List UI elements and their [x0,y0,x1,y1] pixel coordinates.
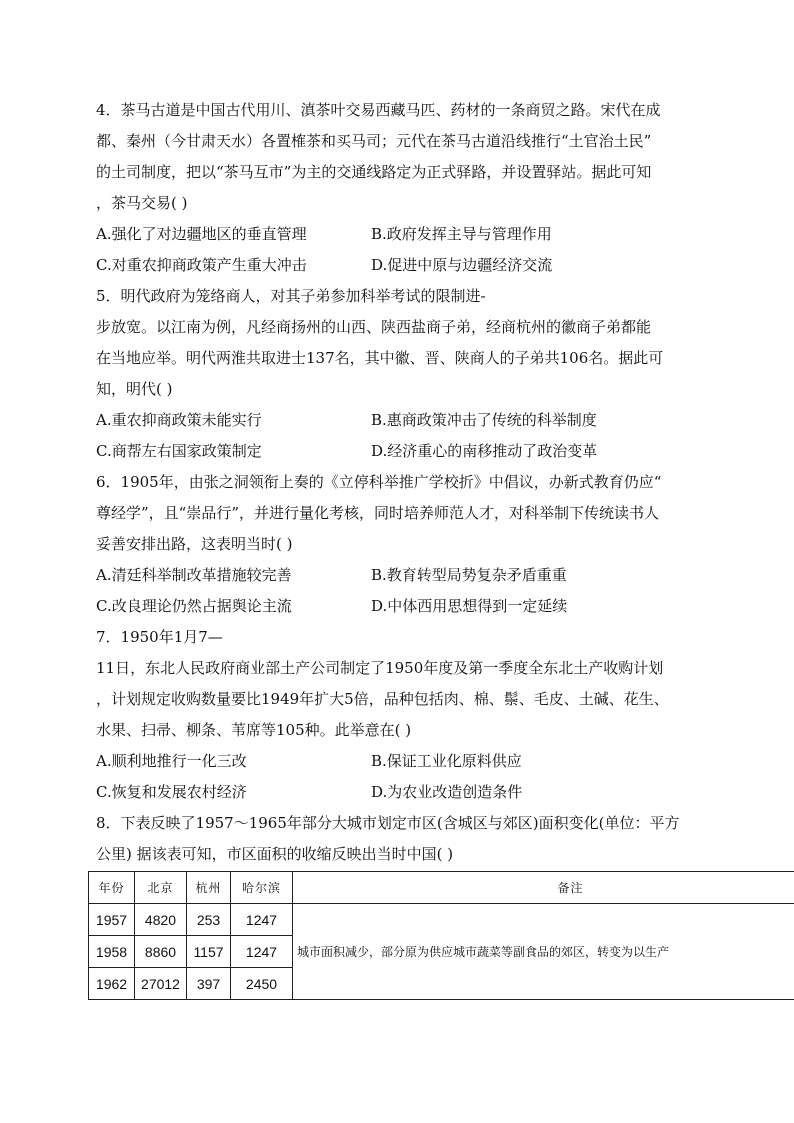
question-text-line: 4．茶马古道是中国古代用川、滇茶叶交易西藏马匹、药材的一条商贸之路。宋代在成 [96,101,661,119]
option-d: D.为农业改造创造条件 [371,783,523,801]
cell-harbin: 2450 [231,968,293,1000]
cell-harbin: 1247 [231,904,293,936]
question-7 [96,622,702,808]
options-row [96,250,702,281]
question-text-line: 7．1950年1月7— [96,628,223,646]
question-4 [96,95,702,281]
option-a: A.重农抑商政策未能实行 [96,411,262,429]
option-c: C.商帮左右国家政策制定 [96,442,262,460]
question-text-line: 的土司制度，把以“茶马互市”为主的交通线路定为正式驿路，并设置驿站。据此可知 [96,163,652,181]
question-text-line: ，茶马交易( ) [96,194,188,212]
question-text-line: 尊经学”，且“崇品行”，并进行量化考核，同时培养师范人才，对科举制下传统读书人 [96,504,660,522]
cell-remark: 城市面积减少，部分原为供应城市蔬菜等副食品的郊区，转变为以生产 [293,904,794,1000]
cell-harbin: 1247 [231,936,293,968]
option-c: C.对重农抑商政策产生重大冲击 [96,256,307,274]
header-beijing: 北京 [135,872,187,904]
header-remark: 备注 [293,872,794,904]
question-text-line: 妥善安排出路，这表明当时( ) [96,535,293,553]
question-text-line: 8．下表反映了1957～1965年部分大城市划定市区(含城区与郊区)面积变化(单位：平方 [96,814,680,832]
cell-beijing: 4820 [135,904,187,936]
option-a: A.顺利地推行一化三改 [96,752,247,770]
question-text-line: 11日，东北人民政府商业部土产公司制定了1950年度及第一季度全东北土产收购计划 [96,659,664,677]
header-year: 年份 [89,872,135,904]
options-row [96,591,702,622]
option-b: B.教育转型局势复杂矛盾重重 [371,566,567,584]
question-text-line: 在当地应举。明代两淮共取进士137名，其中徽、晋、陕商人的子弟共106名。据此可 [96,349,664,367]
question-text-line: 水果、扫帚、柳条、苇席等105种。此举意在( ) [96,721,412,739]
option-c: C.改良理论仍然占据舆论主流 [96,597,292,615]
option-a: A.强化了对边疆地区的垂直管理 [96,225,307,243]
question-8 [96,808,702,870]
option-d: D.中体西用思想得到一定延续 [371,597,568,615]
cell-hangzhou: 397 [187,968,231,1000]
header-harbin: 哈尔滨 [231,872,293,904]
cell-year: 1957 [89,904,135,936]
options-row [96,219,702,250]
header-hangzhou: 杭州 [187,872,231,904]
question-text-line: 知，明代( ) [96,380,173,398]
cell-beijing: 27012 [135,968,187,1000]
table-header-row [89,872,794,904]
options-row [96,746,702,777]
option-b: B.保证工业化原料供应 [371,752,522,770]
question-text-line: 公里) 据该表可知，市区面积的收缩反映出当时中国( ) [96,845,454,863]
question-text-line: 都、秦州（今甘肃天水）各置榷茶和买马司；元代在茶马古道沿线推行“土官治土民” [96,132,652,150]
question-text-line: ，计划规定收购数量要比1949年扩大5倍，品种包括肉、棉、鬃、毛皮、土碱、花生、 [96,690,669,708]
option-c: C.恢复和发展农村经济 [96,783,247,801]
city-area-table [88,871,794,1000]
question-text-line: 6．1905年，由张之洞领衔上奏的《立停科举推广学校折》中倡议，办新式教育仍应“ [96,473,662,491]
option-b: B.政府发挥主导与管理作用 [371,225,552,243]
area-table-container [88,871,794,1000]
question-text-line: 5．明代政府为笼络商人，对其子弟参加科举考试的限制进- [96,287,486,305]
options-row [96,777,702,808]
options-row [96,405,702,436]
option-b: B.惠商政策冲击了传统的科举制度 [371,411,597,429]
cell-beijing: 8860 [135,936,187,968]
options-row [96,436,702,467]
option-a: A.清廷科举制改革措施较完善 [96,566,292,584]
option-d: D.经济重心的南移推动了政治变革 [371,442,598,460]
questions-block [96,95,702,870]
cell-year: 1962 [89,968,135,1000]
option-d: D.促进中原与边疆经济交流 [371,256,553,274]
question-text-line: 步放宽。以江南为例，凡经商扬州的山西、陕西盐商子弟，经商杭州的徽商子弟都能 [96,318,652,336]
cell-hangzhou: 1157 [187,936,231,968]
cell-year: 1958 [89,936,135,968]
cell-hangzhou: 253 [187,904,231,936]
options-row [96,560,702,591]
question-5 [96,281,702,467]
table-row [89,904,794,936]
question-6 [96,467,702,622]
